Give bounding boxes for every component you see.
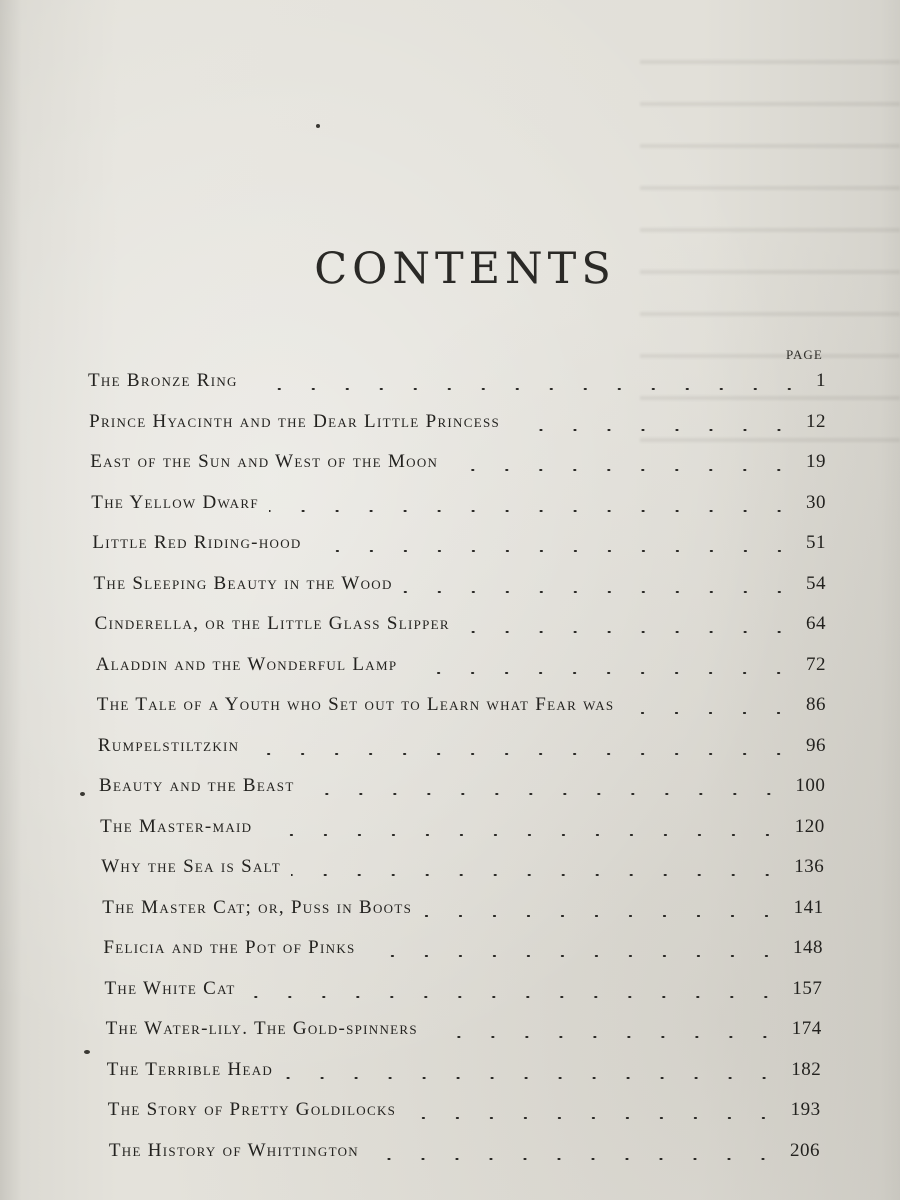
- entry-page-number: 96: [805, 734, 826, 756]
- entry-page-number: 30: [805, 491, 826, 513]
- toc-entry: [102, 897, 823, 925]
- entry-title: The Water-lily. The Gold-spinners: [105, 1018, 418, 1039]
- toc-entry: [96, 654, 826, 682]
- dot-leader: [460, 631, 796, 633]
- entry-page-number: 19: [805, 451, 826, 472]
- toc-entry: [88, 370, 826, 398]
- toc-entry: [97, 694, 826, 722]
- ink-speck: [80, 792, 85, 796]
- dot-leader: [624, 712, 796, 714]
- dot-leader: [366, 955, 783, 957]
- entry-title: The Sleeping Beauty in the Wood: [93, 572, 393, 594]
- entry-page-number: 193: [790, 1099, 821, 1120]
- entry-page-number: 12: [805, 410, 826, 432]
- entry-title: Felicia and the Pot of Pinks: [103, 937, 356, 958]
- dot-leader: [262, 834, 784, 836]
- entry-title: Little Red Riding-hood: [92, 532, 302, 553]
- page-column-label: PAGE: [786, 347, 823, 362]
- dot-leader: [312, 550, 796, 552]
- toc-entry: [108, 1099, 821, 1127]
- dot-leader: [428, 1036, 782, 1038]
- dot-leader: [407, 672, 796, 674]
- toc-entry: [107, 1059, 822, 1087]
- entry-page-number: 141: [793, 896, 824, 918]
- entry-page-number: 148: [792, 937, 823, 958]
- entry-title: The Master Cat; or, Puss in Boots: [102, 896, 413, 918]
- toc-entry: [101, 856, 824, 884]
- dot-leader: [269, 510, 796, 512]
- entry-page-number: 174: [791, 1018, 822, 1039]
- toc-entry: [98, 735, 826, 763]
- entry-title: Prince Hyacinth and the Dear Little Princess: [89, 410, 501, 432]
- page-title: CONTENTS: [314, 244, 616, 294]
- entry-title: The Yellow Dwarf: [91, 491, 259, 513]
- dot-leader: [406, 1117, 780, 1119]
- entry-page-number: 64: [805, 613, 826, 634]
- toc-entry: [99, 775, 825, 803]
- entry-page-number: 51: [805, 532, 826, 553]
- entry-page-number: 136: [794, 856, 825, 877]
- entry-page-number: 206: [789, 1139, 820, 1161]
- entry-title: Why the Sea is Salt: [101, 856, 281, 877]
- toc-entry: [91, 492, 826, 520]
- entry-title: Beauty and the Beast: [99, 775, 295, 796]
- toc-entry: [100, 816, 825, 844]
- entry-title: The Tale of a Youth who Set out to Learn what Fear was: [96, 694, 615, 715]
- entry-title: The History of Whittington: [108, 1139, 359, 1161]
- entry-title: The Master-maid: [100, 815, 253, 837]
- dot-leader: [369, 1158, 780, 1160]
- entry-title: The Bronze Ring: [88, 370, 238, 391]
- ink-speck: [84, 1050, 90, 1054]
- entry-title: The Terrible Head: [106, 1058, 274, 1080]
- entry-title: The White Cat: [104, 977, 236, 999]
- dot-leader: [249, 753, 796, 755]
- toc-entry: [92, 532, 826, 560]
- toc-entry: [94, 573, 827, 601]
- dot-leader: [510, 429, 796, 431]
- toc-entry: [109, 1140, 820, 1168]
- toc-entry: [95, 613, 826, 641]
- dot-leader: [448, 469, 796, 471]
- entry-page-number: 72: [805, 653, 826, 675]
- entry-page-number: 54: [806, 572, 826, 594]
- entry-page-number: 100: [795, 775, 826, 796]
- entry-page-number: 1: [816, 370, 826, 391]
- toc-entry: [106, 1018, 822, 1046]
- entry-page-number: 157: [792, 977, 823, 999]
- entry-title: Cinderella, or the Little Glass Slipper: [94, 613, 450, 634]
- toc-entry: [90, 451, 826, 479]
- entry-page-number: 120: [794, 815, 825, 837]
- entry-title: East of the Sun and West of the Moon: [90, 451, 439, 472]
- dot-leader: [305, 793, 786, 795]
- entry-title: Rumpelstiltzkin: [97, 734, 240, 756]
- toc-entry: [103, 937, 823, 965]
- ink-speck: [316, 124, 320, 128]
- dot-leader: [291, 874, 784, 876]
- toc-entry: [105, 978, 823, 1006]
- entry-page-number: 182: [791, 1058, 822, 1080]
- dot-leader: [246, 996, 783, 998]
- dot-leader: [403, 591, 796, 593]
- dot-leader: [248, 388, 806, 390]
- entry-title: The Story of Pretty Goldilocks: [107, 1099, 397, 1120]
- dot-leader: [283, 1077, 781, 1079]
- toc-entry: [89, 411, 826, 439]
- entry-page-number: 86: [805, 694, 826, 715]
- dot-leader: [422, 915, 783, 917]
- entry-title: Aladdin and the Wonderful Lamp: [95, 653, 398, 675]
